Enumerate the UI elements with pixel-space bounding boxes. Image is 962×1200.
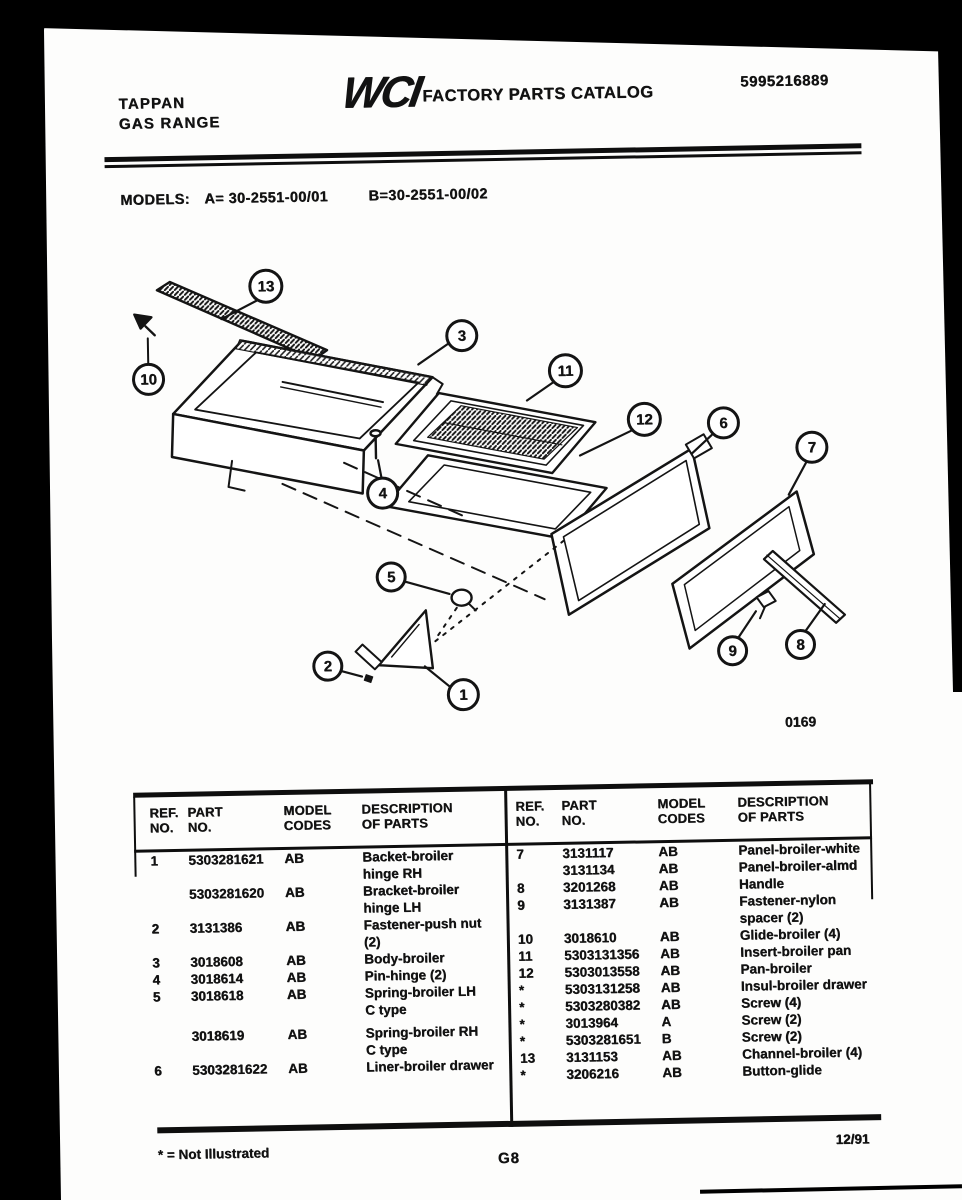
model-codes-cell: AB: [286, 969, 307, 985]
col-desc: DESCRIPTION OF PARTS: [737, 793, 829, 825]
part-no-cell: 5303281622: [192, 1061, 268, 1078]
svg-text:12: 12: [635, 411, 653, 429]
callout-7: [797, 432, 828, 463]
col-part: PART NO.: [561, 797, 597, 828]
model-codes-cell: AB: [659, 928, 680, 945]
callout-11: [549, 354, 582, 387]
date-code: 12/91: [835, 1131, 870, 1147]
body-broiler-shape: [170, 336, 445, 497]
part-no-cell: 3018619: [191, 1027, 245, 1044]
model-codes-cell: AB: [661, 1047, 682, 1064]
svg-text:10: 10: [140, 371, 158, 389]
catalog-title: FACTORY PARTS CATALOG: [422, 83, 654, 106]
svg-text:5: 5: [386, 568, 396, 587]
callout-3: [447, 320, 478, 351]
model-codes-cell: AB: [658, 860, 679, 877]
ref-no-cell: [153, 1028, 192, 1063]
part-no-cell: 5303281651: [565, 1031, 641, 1048]
callout-8: [786, 630, 815, 659]
brand-line1: TAPPAN: [118, 94, 186, 113]
parts-table-left: [149, 799, 504, 1079]
svg-text:4: 4: [378, 485, 387, 503]
push-nut-shape: [364, 674, 373, 682]
ref-no-cell: 2: [151, 921, 160, 937]
description-cell: Glide-broiler (4): [739, 925, 841, 943]
callout-1: [448, 679, 479, 710]
table-left-border: [133, 797, 136, 877]
ref-no-cell: 5: [152, 989, 161, 1005]
part-no-cell: 5303131258: [564, 980, 640, 997]
model-codes-cell: AB: [286, 986, 307, 1002]
part-no-cell: 3131153: [565, 1048, 618, 1065]
model-codes-cell: B: [661, 1030, 672, 1047]
ref-no-cell: 12: [518, 965, 534, 981]
description-cell: Liner-broiler drawer: [366, 1057, 494, 1075]
svg-text:1: 1: [459, 686, 468, 704]
spring-broiler-shape: [451, 589, 475, 610]
model-codes-cell: AB: [286, 952, 306, 968]
ref-no-cell: [516, 862, 562, 880]
glide-arrow-shape: [134, 314, 155, 363]
ref-no-cell: 9: [517, 897, 525, 913]
col-ref: REF. NO.: [515, 798, 545, 829]
part-no-cell: 3018608: [190, 953, 243, 970]
ref-no-cell: *: [519, 1016, 525, 1032]
ref-no-cell: 3: [152, 955, 160, 971]
ref-no-cell: 10: [517, 931, 534, 947]
ref-no-cell: 13: [519, 1050, 536, 1066]
svg-text:11: 11: [557, 362, 574, 380]
description-cell: Channel-broiler (4): [741, 1044, 863, 1062]
description-cell: Screw (2): [741, 1011, 802, 1028]
brand-line2: GAS RANGE: [118, 114, 221, 133]
description-cell: Button-glide: [742, 1062, 822, 1079]
part-no-cell: 3206216: [566, 1065, 620, 1082]
hinge-bracket-shape: [355, 610, 433, 669]
part-no-cell: 5303281621: [188, 851, 264, 868]
model-codes-cell: AB: [660, 962, 681, 979]
callout-2: [314, 652, 343, 681]
publication-number: 5995216889: [740, 71, 829, 91]
ref-no-cell: *: [519, 1033, 526, 1049]
col-model: MODEL CODES: [283, 802, 332, 833]
model-codes-cell: AB: [660, 979, 681, 996]
models-label: MODELS:: [120, 191, 191, 209]
model-codes-cell: AB: [659, 894, 679, 911]
channel-broiler-shape: [128, 253, 327, 363]
svg-text:3: 3: [457, 327, 467, 345]
callout-4: [367, 478, 398, 509]
ref-no-cell: 7: [516, 846, 524, 862]
description-cell: Fastener-nylon spacer (2): [739, 891, 837, 926]
description-cell: Screw (4): [740, 994, 802, 1011]
description-cell: Handle: [738, 875, 785, 892]
model-codes-cell: AB: [287, 1026, 308, 1042]
description-cell: Spring-broiler LH C type: [364, 983, 476, 1018]
page-code: G8: [497, 1149, 521, 1168]
part-no-cell: 3013964: [565, 1014, 619, 1031]
description-cell: Fastener-push nut (2): [363, 915, 482, 950]
part-no-cell: 5303280382: [564, 997, 641, 1014]
callout-13: [250, 270, 283, 303]
wci-logo: WCI: [338, 67, 423, 118]
description-cell: Screw (2): [741, 1028, 802, 1045]
table-row: [153, 982, 504, 1022]
svg-text:2: 2: [323, 658, 333, 676]
ref-no-cell: 6: [154, 1063, 162, 1079]
part-no-cell: 3131117: [562, 844, 614, 861]
part-no-cell: 3018610: [563, 929, 617, 946]
callout-9: [718, 636, 747, 665]
part-no-cell: 3131386: [189, 919, 243, 936]
nylon-spacer-shape: [757, 591, 776, 618]
callout-10: [133, 364, 164, 395]
col-part: PART NO.: [187, 804, 223, 835]
brand-block: [118, 93, 220, 135]
model-codes-cell: AB: [658, 843, 678, 860]
model-codes-cell: AB: [284, 884, 305, 900]
description-cell: Insert-broiler pan: [739, 942, 852, 960]
ref-no-cell: [151, 886, 190, 921]
pin-hinge-shape: [371, 430, 382, 458]
description-cell: Body-broiler: [364, 950, 445, 967]
figure-code: 0169: [784, 713, 817, 730]
ref-no-cell: 1: [150, 853, 159, 869]
part-no-cell: 3018614: [190, 970, 244, 987]
svg-text:13: 13: [257, 278, 275, 296]
description-cell: Panel-broiler-almd: [738, 857, 858, 875]
part-no-cell: 3131134: [562, 861, 615, 878]
col-desc: DESCRIPTION OF PARTS: [361, 799, 453, 832]
table-body-left: [150, 846, 504, 1079]
model-b: B=30-2551-00/02: [368, 186, 488, 205]
description-cell: Panel-broiler-white: [738, 840, 860, 858]
model-codes-cell: AB: [288, 1060, 308, 1076]
ref-no-cell: *: [520, 1067, 526, 1083]
table-center-divider: [504, 788, 513, 1127]
svg-text:7: 7: [807, 439, 817, 457]
svg-text:8: 8: [796, 636, 805, 654]
not-illustrated-note: * = Not Illustrated: [157, 1145, 270, 1163]
model-codes-cell: AB: [658, 877, 679, 894]
model-codes-cell: AB: [284, 850, 304, 866]
ref-no-cell: 8: [516, 880, 525, 896]
description-cell: Bracket-broiler hinge LH: [362, 881, 460, 916]
description-cell: Backet-broiler hinge RH: [362, 847, 454, 882]
svg-text:6: 6: [719, 414, 728, 432]
part-no-cell: 5303281620: [188, 885, 265, 902]
ref-no-cell: *: [518, 982, 525, 998]
model-codes-cell: AB: [662, 1064, 682, 1081]
models-line: [120, 186, 488, 209]
callout-6: [708, 408, 739, 439]
part-no-cell: 5303013558: [564, 963, 640, 980]
svg-text:9: 9: [728, 642, 737, 660]
model-codes-cell: AB: [660, 945, 680, 962]
ref-no-cell: 4: [152, 972, 161, 988]
description-cell: Spring-broiler RH C type: [365, 1023, 479, 1058]
description-cell: Pan-broiler: [740, 960, 812, 977]
description-cell: Pin-hinge (2): [364, 967, 447, 984]
ref-no-cell: *: [518, 999, 525, 1015]
table-header-left: [149, 799, 499, 835]
model-codes-cell: AB: [660, 996, 681, 1013]
callout-12: [628, 403, 661, 436]
table-header-right: [515, 792, 871, 829]
table-body-right: [516, 839, 876, 1083]
part-no-cell: 5303131356: [564, 946, 640, 963]
exploded-view-diagram: [128, 244, 857, 752]
col-model: MODEL CODES: [657, 795, 706, 827]
col-ref: REF. NO.: [149, 804, 179, 836]
model-a: A= 30-2551-00/01: [204, 189, 329, 208]
model-codes-cell: AB: [285, 918, 306, 934]
table-bottom-rule: [157, 1114, 881, 1133]
model-codes-cell: A: [661, 1013, 672, 1030]
part-no-cell: 3018618: [190, 987, 244, 1004]
callout-5: [377, 563, 406, 592]
parts-table-right: [515, 792, 876, 1083]
description-cell: Insul-broiler drawer: [740, 976, 867, 994]
part-no-cell: 3201268: [562, 878, 616, 895]
part-no-cell: 3131387: [563, 895, 616, 912]
ref-no-cell: 11: [518, 948, 533, 964]
